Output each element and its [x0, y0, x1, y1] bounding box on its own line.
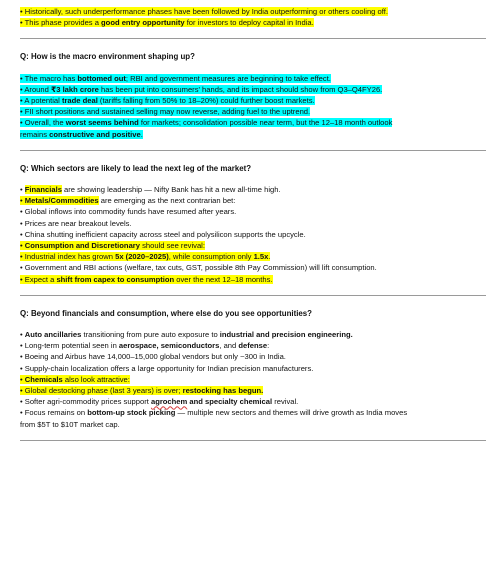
macro-section [20, 73, 486, 140]
text: • Overall, the [20, 118, 66, 128]
bold-text: industrial and precision engineering. [219, 330, 353, 340]
beyond-bullet-5 [20, 374, 486, 385]
text: , and [219, 341, 239, 351]
sectors-bullet-7 [20, 251, 486, 262]
bold-text: and specialty chemical [187, 397, 273, 407]
bold-text: bottom-up stock picking [87, 408, 176, 418]
beyond-bullet-8 [20, 407, 486, 418]
text: • The macro has [20, 73, 78, 83]
text: transitioning from pure auto exposure to [81, 330, 220, 340]
text: . [268, 252, 271, 262]
sectors-bullet-2 [20, 195, 486, 206]
sectors-bullet-4: • Prices are near breakout levels. [20, 218, 132, 228]
text: for investors to deploy capital in India. [184, 18, 314, 28]
question-heading-macro: Q: How is the macro environment shaping up? [20, 52, 195, 62]
beyond-bullet-3: • Boeing and Airbus have 14,000–15,000 global vendors but only ~300 in India. [20, 352, 286, 362]
divider [20, 440, 486, 441]
question-heading-beyond: Q: Beyond financials and consumption, where else do you see opportunities? [20, 308, 312, 318]
highlight [20, 275, 273, 284]
text: (tariffs falling from 50% to 18–20%) could further boost markets. [97, 96, 315, 106]
beyond-bullet-7 [20, 396, 486, 407]
beyond-bullet-1 [20, 329, 486, 340]
highlight [20, 241, 205, 250]
divider [20, 150, 486, 151]
highlight [20, 375, 130, 384]
text: • [20, 330, 25, 340]
text: • Softer agri-commodity prices support [20, 397, 151, 407]
macro-bullet-5 [20, 117, 486, 128]
sectors-bullet-9 [20, 274, 486, 285]
text: • Focus remains on [20, 408, 88, 418]
bold-text: defense [238, 341, 268, 351]
bold-text: Consumption and Discretionary [24, 241, 140, 251]
macro-bullet-1 [20, 73, 486, 84]
sectors-bullet-8: • Government and RBI actions (welfare, tax cuts, GST, possible 8th Pay Commission) will lift consumption. [20, 263, 377, 273]
bold-text: Metals/Commodities [24, 196, 99, 206]
intro-bullet-1 [20, 6, 486, 17]
bold-text: restocking has begun. [182, 386, 264, 396]
text: • [20, 196, 25, 206]
highlight [20, 85, 382, 94]
text: ; RBI and government measures are beginning to take effect. [125, 73, 331, 83]
bold-text: good entry opportunity [101, 18, 185, 28]
text: should see revival: [139, 241, 205, 251]
bold-text: ₹3 lakh crore [50, 84, 99, 94]
bold-text: Auto ancillaries [24, 330, 82, 340]
highlight [20, 386, 263, 395]
text: • Long-term potential seen in [20, 341, 119, 351]
text: remains [20, 129, 50, 139]
bold-text: trade deal [61, 96, 98, 106]
highlight [20, 252, 270, 261]
intro-bullet-1-text: • Historically, such underperformance phases have been followed by India outperforming or others cooling off. [20, 7, 388, 16]
beyond-section [20, 329, 486, 430]
text: for markets; consolidation possible near term, but the 12–18 month outlook [138, 118, 393, 128]
bold-text: worst seems behind [65, 118, 139, 128]
intro-section [20, 6, 486, 28]
divider [20, 295, 486, 296]
text: . [140, 129, 143, 139]
beyond-bullet-6 [20, 385, 486, 396]
bold-text: 5x (2020–2025) [115, 252, 169, 262]
bold-text: Chemicals [24, 374, 63, 384]
macro-bullet-3 [20, 95, 486, 106]
text: over the next 12–18 months. [174, 274, 273, 284]
text: • A potential [20, 96, 62, 106]
macro-bullet-2 [20, 84, 486, 95]
beyond-bullet-8-cont: from $5T to $10T market cap. [20, 419, 120, 429]
highlight [20, 130, 143, 139]
text: • Global destocking phase (last 3 years) is over; [20, 386, 183, 396]
intro-bullet-2-highlight [20, 18, 314, 27]
highlight [20, 118, 392, 127]
highlight [20, 74, 331, 83]
text: , while consumption only [168, 252, 254, 262]
bold-text: bottomed out [77, 73, 126, 83]
text: • This phase provides a [20, 18, 102, 28]
text: • [20, 374, 25, 384]
highlight-text: • FII short positions and sustained selling may now reverse, adding fuel to the uptrend. [20, 107, 311, 117]
text: • [20, 185, 25, 195]
bold-text: aerospace, semiconductors [118, 341, 220, 351]
bold-text: 1.5x [253, 252, 269, 262]
sectors-bullet-1 [20, 184, 486, 195]
text: has been put into consumers' hands, and its impact should show from Q3–Q4FY26. [98, 84, 383, 94]
bold-highlight-text: Financials [24, 185, 62, 195]
highlight [20, 196, 99, 205]
sectors-bullet-3: • Global inflows into commodity funds have resumed after years. [20, 207, 237, 217]
divider [20, 38, 486, 39]
text: • [20, 241, 25, 251]
beyond-bullet-4: • Supply-chain localization offers a large opportunity for Indian precision manufacturers. [20, 363, 314, 373]
intro-bullet-2 [20, 17, 486, 28]
macro-bullet-4 [20, 106, 486, 117]
text: revival. [272, 397, 299, 407]
text: also look attractive: [62, 374, 130, 384]
document-body [20, 6, 486, 441]
text: — multiple new sectors and themes will drive growth as India moves [175, 408, 408, 418]
text: are showing leadership — Nifty Bank has hit a new all-time high. [61, 185, 281, 195]
sectors-section [20, 184, 486, 285]
spellcheck-bold-text: agrochem [150, 397, 188, 407]
text: are emerging as the next contrarian bet: [98, 196, 236, 206]
text: • Around [20, 84, 51, 94]
highlight [20, 96, 315, 105]
sectors-bullet-5: • China shutting inefficient capacity across steel and polysilicon supports the upcycle. [20, 229, 306, 239]
beyond-bullet-2 [20, 340, 486, 351]
sectors-bullet-6 [20, 240, 486, 251]
text: • Expect a [20, 274, 57, 284]
macro-bullet-5-cont [20, 129, 486, 140]
text: : [267, 341, 270, 351]
bold-text: shift from capex to consumption [56, 274, 175, 284]
bold-text: constructive and positive [49, 129, 141, 139]
text: • Industrial index has grown [20, 252, 116, 262]
question-heading-sectors: Q: Which sectors are likely to lead the next leg of the market? [20, 163, 252, 173]
